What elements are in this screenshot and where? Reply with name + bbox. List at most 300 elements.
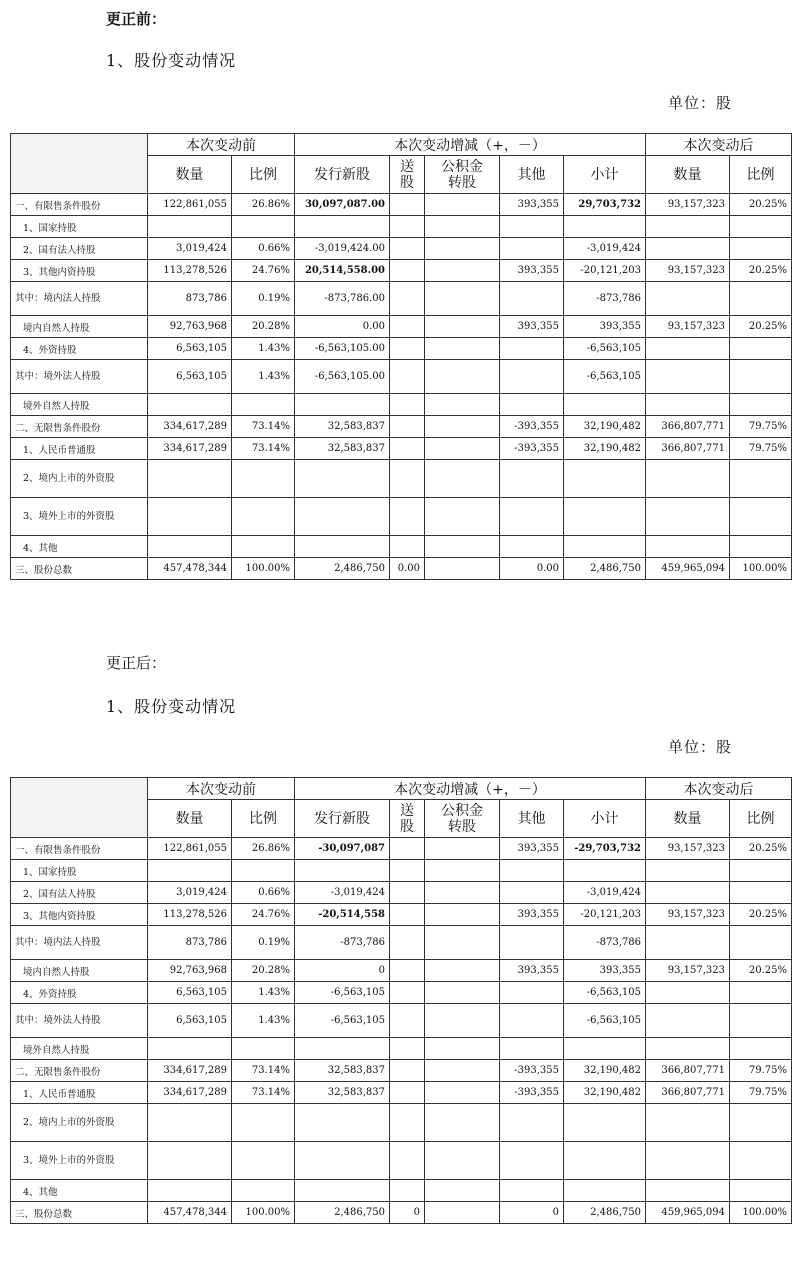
table-row [11, 1142, 792, 1180]
table-cell: 100.00% [232, 558, 295, 580]
table-cell: -3,019,424 [564, 238, 646, 260]
table-cell [730, 860, 792, 882]
table-cell [500, 216, 564, 238]
table-cell [425, 1060, 500, 1082]
table-cell: 2,486,750 [564, 558, 646, 580]
row-label: 1、国家持股 [11, 860, 148, 882]
table-cell [295, 536, 390, 558]
table-cell [295, 1142, 390, 1180]
table-cell: 122,861,055 [148, 838, 232, 860]
row-label: 一、有限售条件股份 [11, 194, 148, 216]
row-label: 境外自然人持股 [11, 394, 148, 416]
table-cell [148, 536, 232, 558]
table-cell [730, 216, 792, 238]
table-cell: 100.00% [730, 558, 792, 580]
row-label: 3、其他内资持股 [11, 260, 148, 282]
row-label: 3、境外上市的外资股 [11, 1142, 148, 1180]
header-reserve: 公积金 转股 [425, 156, 500, 194]
table-cell [500, 1142, 564, 1180]
table-cell: -3,019,424.00 [295, 238, 390, 260]
table-row [11, 1202, 792, 1224]
table-cell: 93,157,323 [646, 838, 730, 860]
table-cell [425, 360, 500, 394]
table-cell: 32,583,837 [295, 1082, 390, 1104]
table-row [11, 982, 792, 1004]
table-cell: 92,763,968 [148, 960, 232, 982]
table-cell [295, 216, 390, 238]
table-cell: 24.76% [232, 904, 295, 926]
table-cell: 393,355 [500, 904, 564, 926]
table-cell [425, 316, 500, 338]
table-cell [730, 460, 792, 498]
table-cell: -393,355 [500, 416, 564, 438]
table-row [11, 882, 792, 904]
table-cell [500, 460, 564, 498]
table-cell: -6,563,105.00 [295, 360, 390, 394]
table-cell: 873,786 [148, 282, 232, 316]
table-cell: 1.43% [232, 982, 295, 1004]
table-cell: 93,157,323 [646, 904, 730, 926]
table-cell: -873,786 [564, 282, 646, 316]
table-cell [500, 1004, 564, 1038]
table-cell: 32,190,482 [564, 438, 646, 460]
table-cell: -20,514,558 [295, 904, 390, 926]
row-label: 2、境内上市的外资股 [11, 1104, 148, 1142]
table-cell: 113,278,526 [148, 904, 232, 926]
table-cell: 0 [390, 1202, 425, 1224]
header-other: 其他 [500, 156, 564, 194]
table-cell [390, 416, 425, 438]
table-cell [148, 860, 232, 882]
table-cell: 457,478,344 [148, 558, 232, 580]
table-cell [425, 960, 500, 982]
table-cell [564, 1142, 646, 1180]
table-cell [646, 1142, 730, 1180]
table-cell [390, 316, 425, 338]
table-cell [425, 558, 500, 580]
table-cell [730, 338, 792, 360]
table-cell [148, 460, 232, 498]
table-cell: 73.14% [232, 438, 295, 460]
table-cell [425, 438, 500, 460]
table-cell [390, 982, 425, 1004]
table-cell [148, 1180, 232, 1202]
table-row [11, 498, 792, 536]
table-cell [425, 860, 500, 882]
table-row [11, 1004, 792, 1038]
table-cell [646, 1180, 730, 1202]
table-cell: 0.19% [232, 282, 295, 316]
row-label: 一、有限售条件股份 [11, 838, 148, 860]
table-cell: -393,355 [500, 438, 564, 460]
row-label: 三、股份总数 [11, 558, 148, 580]
table-cell [390, 260, 425, 282]
table-cell: 366,807,771 [646, 416, 730, 438]
table-cell [425, 882, 500, 904]
table-cell [390, 460, 425, 498]
table-cell [500, 882, 564, 904]
row-label: 其中：境外法人持股 [11, 1004, 148, 1038]
table-cell: 93,157,323 [646, 960, 730, 982]
table-cell [646, 1104, 730, 1142]
table-cell [390, 536, 425, 558]
table-cell [646, 982, 730, 1004]
table-cell: 1.43% [232, 338, 295, 360]
table-cell [148, 394, 232, 416]
row-label: 2、国有法人持股 [11, 238, 148, 260]
table-row [11, 904, 792, 926]
table-cell: 73.14% [232, 416, 295, 438]
table-cell [295, 1180, 390, 1202]
table-cell [425, 216, 500, 238]
share-change-table-after [10, 777, 792, 1224]
table-cell: 366,807,771 [646, 1060, 730, 1082]
table-cell: 334,617,289 [148, 1060, 232, 1082]
table-cell: -6,563,105.00 [295, 338, 390, 360]
table-cell [148, 1104, 232, 1142]
table-cell [425, 904, 500, 926]
table-cell: 393,355 [564, 960, 646, 982]
header-reserve: 公积金 转股 [425, 800, 500, 838]
table-cell: 113,278,526 [148, 260, 232, 282]
table-cell [425, 416, 500, 438]
table-cell [646, 882, 730, 904]
table-cell [232, 1104, 295, 1142]
row-label: 二、无限售条件股份 [11, 416, 148, 438]
table-cell [390, 1104, 425, 1142]
table-cell [730, 1180, 792, 1202]
table-cell [390, 1004, 425, 1038]
header-change: 本次变动增减（+，－） [295, 778, 646, 800]
table-cell [564, 394, 646, 416]
table-cell [232, 498, 295, 536]
table-cell [390, 860, 425, 882]
table-cell [232, 394, 295, 416]
header-after: 本次变动后 [646, 134, 792, 156]
table-cell: 20.25% [730, 838, 792, 860]
row-label: 三、股份总数 [11, 1202, 148, 1224]
table-cell: -6,563,105 [564, 338, 646, 360]
table-cell: 79.75% [730, 1082, 792, 1104]
table-cell [646, 216, 730, 238]
table-row [11, 260, 792, 282]
table-cell: -30,097,087 [295, 838, 390, 860]
table-row [11, 282, 792, 316]
table-cell [390, 438, 425, 460]
table-cell: 24.76% [232, 260, 295, 282]
table-row [11, 216, 792, 238]
table-cell: 93,157,323 [646, 194, 730, 216]
table-cell: 366,807,771 [646, 438, 730, 460]
table-cell [646, 238, 730, 260]
table-cell: 79.75% [730, 416, 792, 438]
table-cell [425, 498, 500, 536]
header-after: 本次变动后 [646, 778, 792, 800]
row-label: 2、境内上市的外资股 [11, 460, 148, 498]
header-qty: 数量 [148, 800, 232, 838]
table-row [11, 960, 792, 982]
header-subtotal: 小计 [564, 156, 646, 194]
table-cell: 2,486,750 [564, 1202, 646, 1224]
table-cell [646, 360, 730, 394]
table-row [11, 1180, 792, 1202]
section-subtitle-before: 1、股份变动情况 [106, 51, 237, 70]
table-cell: 32,190,482 [564, 416, 646, 438]
table-cell [425, 1180, 500, 1202]
row-label: 二、无限售条件股份 [11, 1060, 148, 1082]
table-cell [730, 1142, 792, 1180]
header-qty-after: 数量 [646, 156, 730, 194]
section-title-before: 更正前： [106, 10, 167, 28]
header-bonus: 送 股 [390, 156, 425, 194]
table-cell [390, 394, 425, 416]
table-cell: 1.43% [232, 1004, 295, 1038]
table-cell: 73.14% [232, 1082, 295, 1104]
table-cell [425, 982, 500, 1004]
row-label: 境内自然人持股 [11, 960, 148, 982]
table-cell [390, 1060, 425, 1082]
table-cell: -873,786 [295, 926, 390, 960]
table-cell [564, 498, 646, 536]
table-cell: 20.25% [730, 260, 792, 282]
table-cell [425, 1004, 500, 1038]
table-cell [425, 460, 500, 498]
row-label: 3、其他内资持股 [11, 904, 148, 926]
table-cell [425, 260, 500, 282]
table-cell: 122,861,055 [148, 194, 232, 216]
table-cell: 0.66% [232, 238, 295, 260]
table-cell [390, 1142, 425, 1180]
header-qty-after: 数量 [646, 800, 730, 838]
row-label: 4、其他 [11, 536, 148, 558]
table-cell [232, 860, 295, 882]
table-cell [425, 1038, 500, 1060]
table-cell: 20.25% [730, 904, 792, 926]
table-row [11, 360, 792, 394]
table-cell: 6,563,105 [148, 338, 232, 360]
header-ratio: 比例 [232, 800, 295, 838]
table-cell [148, 498, 232, 536]
table-cell [425, 338, 500, 360]
table-cell [500, 926, 564, 960]
table-row [11, 1060, 792, 1082]
table-cell: 73.14% [232, 1060, 295, 1082]
table-cell: -29,703,732 [564, 838, 646, 860]
table-row [11, 416, 792, 438]
table-cell [295, 860, 390, 882]
table-cell: -6,563,105 [564, 982, 646, 1004]
table-cell: 334,617,289 [148, 438, 232, 460]
table-cell: 0.00 [500, 558, 564, 580]
table-cell [564, 460, 646, 498]
table-cell: 79.75% [730, 1060, 792, 1082]
table-cell: 0.00 [295, 316, 390, 338]
header-subtotal: 小计 [564, 800, 646, 838]
table-cell [730, 882, 792, 904]
table-cell: 0 [500, 1202, 564, 1224]
table-cell [564, 216, 646, 238]
table-row [11, 838, 792, 860]
table-row [11, 1104, 792, 1142]
table-cell [500, 536, 564, 558]
table-cell: 26.86% [232, 838, 295, 860]
table-cell: 366,807,771 [646, 1082, 730, 1104]
table-cell: 393,355 [500, 838, 564, 860]
header-bonus: 送 股 [390, 800, 425, 838]
row-label: 境内自然人持股 [11, 316, 148, 338]
row-label: 其中：境内法人持股 [11, 926, 148, 960]
table-cell: 32,583,837 [295, 438, 390, 460]
table-cell [425, 1082, 500, 1104]
table-cell [730, 1104, 792, 1142]
table-cell: 92,763,968 [148, 316, 232, 338]
row-label: 1、人民币普通股 [11, 438, 148, 460]
table-cell [500, 238, 564, 260]
table-cell [425, 1142, 500, 1180]
table-cell [390, 238, 425, 260]
table-cell [500, 1038, 564, 1060]
table-cell [425, 282, 500, 316]
table-cell: 334,617,289 [148, 1082, 232, 1104]
table-cell [730, 282, 792, 316]
table-cell: 2,486,750 [295, 1202, 390, 1224]
section-title-after: 更正后： [106, 654, 167, 672]
table-cell: -6,563,105 [564, 360, 646, 394]
table-cell [390, 1038, 425, 1060]
row-label: 4、外资持股 [11, 982, 148, 1004]
table-cell: 0.00 [390, 558, 425, 580]
table-cell [232, 536, 295, 558]
table-cell: -393,355 [500, 1060, 564, 1082]
row-label: 境外自然人持股 [11, 1038, 148, 1060]
table-cell: 2,486,750 [295, 558, 390, 580]
table-cell [646, 338, 730, 360]
table-cell: 3,019,424 [148, 882, 232, 904]
table-cell [390, 904, 425, 926]
table-cell [425, 838, 500, 860]
table-cell [295, 1038, 390, 1060]
header-new-issue: 发行新股 [295, 156, 390, 194]
header-new-issue: 发行新股 [295, 800, 390, 838]
table-cell [425, 1202, 500, 1224]
table-cell: 20.25% [730, 960, 792, 982]
table-cell [730, 1038, 792, 1060]
table-cell [564, 860, 646, 882]
table-row [11, 536, 792, 558]
table-cell [295, 460, 390, 498]
table-cell: 30,097,087.00 [295, 194, 390, 216]
header-before: 本次变动前 [148, 778, 295, 800]
table-cell [500, 282, 564, 316]
table-cell [390, 1082, 425, 1104]
table-row [11, 438, 792, 460]
table-cell [646, 860, 730, 882]
table-cell: -393,355 [500, 1082, 564, 1104]
table-cell: 1.43% [232, 360, 295, 394]
table-cell: 32,190,482 [564, 1082, 646, 1104]
header-blank-cell [11, 778, 148, 838]
table-cell: 0.19% [232, 926, 295, 960]
table-row [11, 316, 792, 338]
row-label: 4、外资持股 [11, 338, 148, 360]
row-label: 其中：境外法人持股 [11, 360, 148, 394]
header-blank-cell [11, 134, 148, 194]
table-row [11, 860, 792, 882]
header-other: 其他 [500, 800, 564, 838]
table-row [11, 1038, 792, 1060]
table-cell [646, 394, 730, 416]
table-cell [500, 360, 564, 394]
table-cell: 93,157,323 [646, 316, 730, 338]
table-cell: 79.75% [730, 438, 792, 460]
table-cell: 20.28% [232, 960, 295, 982]
table-cell: -3,019,424 [564, 882, 646, 904]
table-cell [390, 338, 425, 360]
table-cell [646, 282, 730, 316]
header-ratio: 比例 [232, 156, 295, 194]
table-cell [564, 1038, 646, 1060]
row-label: 4、其他 [11, 1180, 148, 1202]
table-cell: 393,355 [500, 260, 564, 282]
table-cell [390, 960, 425, 982]
table-cell [232, 1142, 295, 1180]
table-cell: -873,786.00 [295, 282, 390, 316]
table-cell [730, 394, 792, 416]
table-cell [390, 282, 425, 316]
table-cell [646, 1004, 730, 1038]
table-cell: 6,563,105 [148, 360, 232, 394]
table-cell [232, 460, 295, 498]
table-cell [390, 194, 425, 216]
table-cell: 20,514,558.00 [295, 260, 390, 282]
header-ratio-after: 比例 [730, 156, 792, 194]
table-cell: 393,355 [564, 316, 646, 338]
table-cell [646, 1038, 730, 1060]
table-cell: 459,965,094 [646, 558, 730, 580]
table-cell [390, 1180, 425, 1202]
table-row [11, 194, 792, 216]
section-subtitle-after: 1、股份变动情况 [106, 697, 237, 716]
table-cell [425, 394, 500, 416]
table-cell: 6,563,105 [148, 982, 232, 1004]
table-cell: 3,019,424 [148, 238, 232, 260]
table-cell: -873,786 [564, 926, 646, 960]
row-label: 1、国家持股 [11, 216, 148, 238]
table-cell [390, 926, 425, 960]
table-cell: 100.00% [730, 1202, 792, 1224]
table-row [11, 558, 792, 580]
header-qty: 数量 [148, 156, 232, 194]
table-cell: -20,121,203 [564, 260, 646, 282]
table-cell [646, 460, 730, 498]
table-cell [500, 394, 564, 416]
table-cell [500, 1180, 564, 1202]
table-cell [730, 238, 792, 260]
table-cell [425, 536, 500, 558]
table-cell [730, 982, 792, 1004]
table-cell [646, 536, 730, 558]
header-before: 本次变动前 [148, 134, 295, 156]
table-cell [425, 194, 500, 216]
table-row [11, 926, 792, 960]
table-cell [232, 1038, 295, 1060]
table-cell: 20.28% [232, 316, 295, 338]
row-label: 1、人民币普通股 [11, 1082, 148, 1104]
table-cell: -3,019,424 [295, 882, 390, 904]
table-cell [500, 498, 564, 536]
table-cell [730, 926, 792, 960]
table-cell: 393,355 [500, 316, 564, 338]
